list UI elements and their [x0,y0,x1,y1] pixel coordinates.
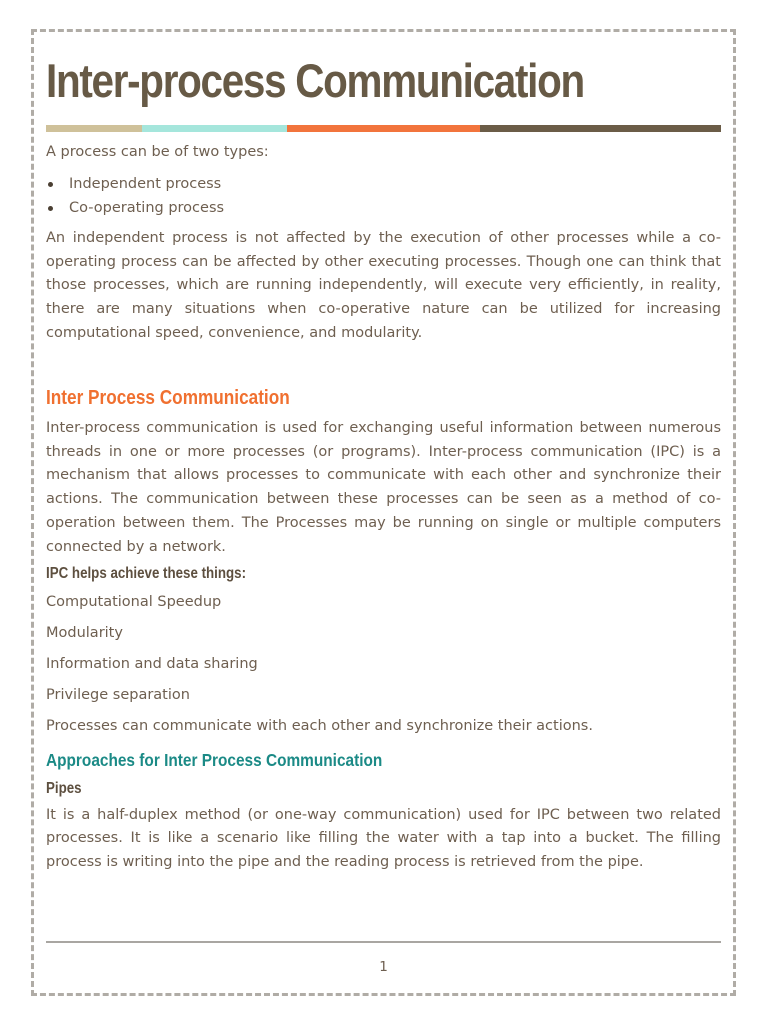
intro-text: A process can be of two types: [46,144,269,160]
independent-paragraph: An independent process is not affected by the execution of other processes while a co-operating process can be affected by other executing processes. Though one can think that those processes, which are running independently, will execute very efficiently, in reality, there are many situations when co-operative nature can be utilized for increasing computational speed, convenience, and modularity. [46,229,721,341]
pipes-heading: Pipes [46,779,82,797]
title-bar-segment-tan [46,125,142,132]
list-item [46,196,721,220]
bullet-icon [48,182,53,187]
document-body [46,50,721,875]
bullet-icon [48,206,53,211]
document-title: Inter-process Communication [46,54,584,107]
footer-divider [46,941,721,943]
list-item [46,172,721,196]
page-number: 1 [379,959,388,975]
ipc-goal-item: Computational Speedup [46,593,222,610]
ipc-paragraph: Inter-process communication is used for exchanging useful information between numerous threads in one or more processes (or programs). Inter-process communication (IPC) is a mechanism that allows processes to communicate with each other and synchronize their actions. The communication between these processes can be seen as a method of co-operation between them. The Processes may be running on single or multiple computers connected by a network. [46,419,721,555]
ipc-goal-item: Modularity [46,624,123,641]
list-item-label: Independent process [69,175,222,192]
title-bar-segment-teal [142,125,287,132]
title-bar-segment-brown [480,125,721,132]
approaches-section-heading: Approaches for Inter Process Communication [46,749,383,770]
ipc-section-heading: Inter Process Communication [46,386,290,409]
process-types-list [46,172,721,220]
ipc-goal-item: Privilege separation [46,686,190,703]
title-color-bar [46,125,721,132]
ipc-goals-heading: IPC helps achieve these things: [46,564,247,582]
ipc-goal-item: Information and data sharing [46,655,258,672]
list-item-label: Co-operating process [69,199,225,216]
title-bar-segment-orange [287,125,480,132]
ipc-goal-item: Processes can communicate with each other and synchronize their actions. [46,717,593,734]
pipes-paragraph: It is a half-duplex method (or one-way communication) used for IPC between two related processes. It is like a scenario like filling the water with a tap into a bucket. The filling process is writing into the pipe and the reading process is retrieved from the pipe. [46,806,721,871]
